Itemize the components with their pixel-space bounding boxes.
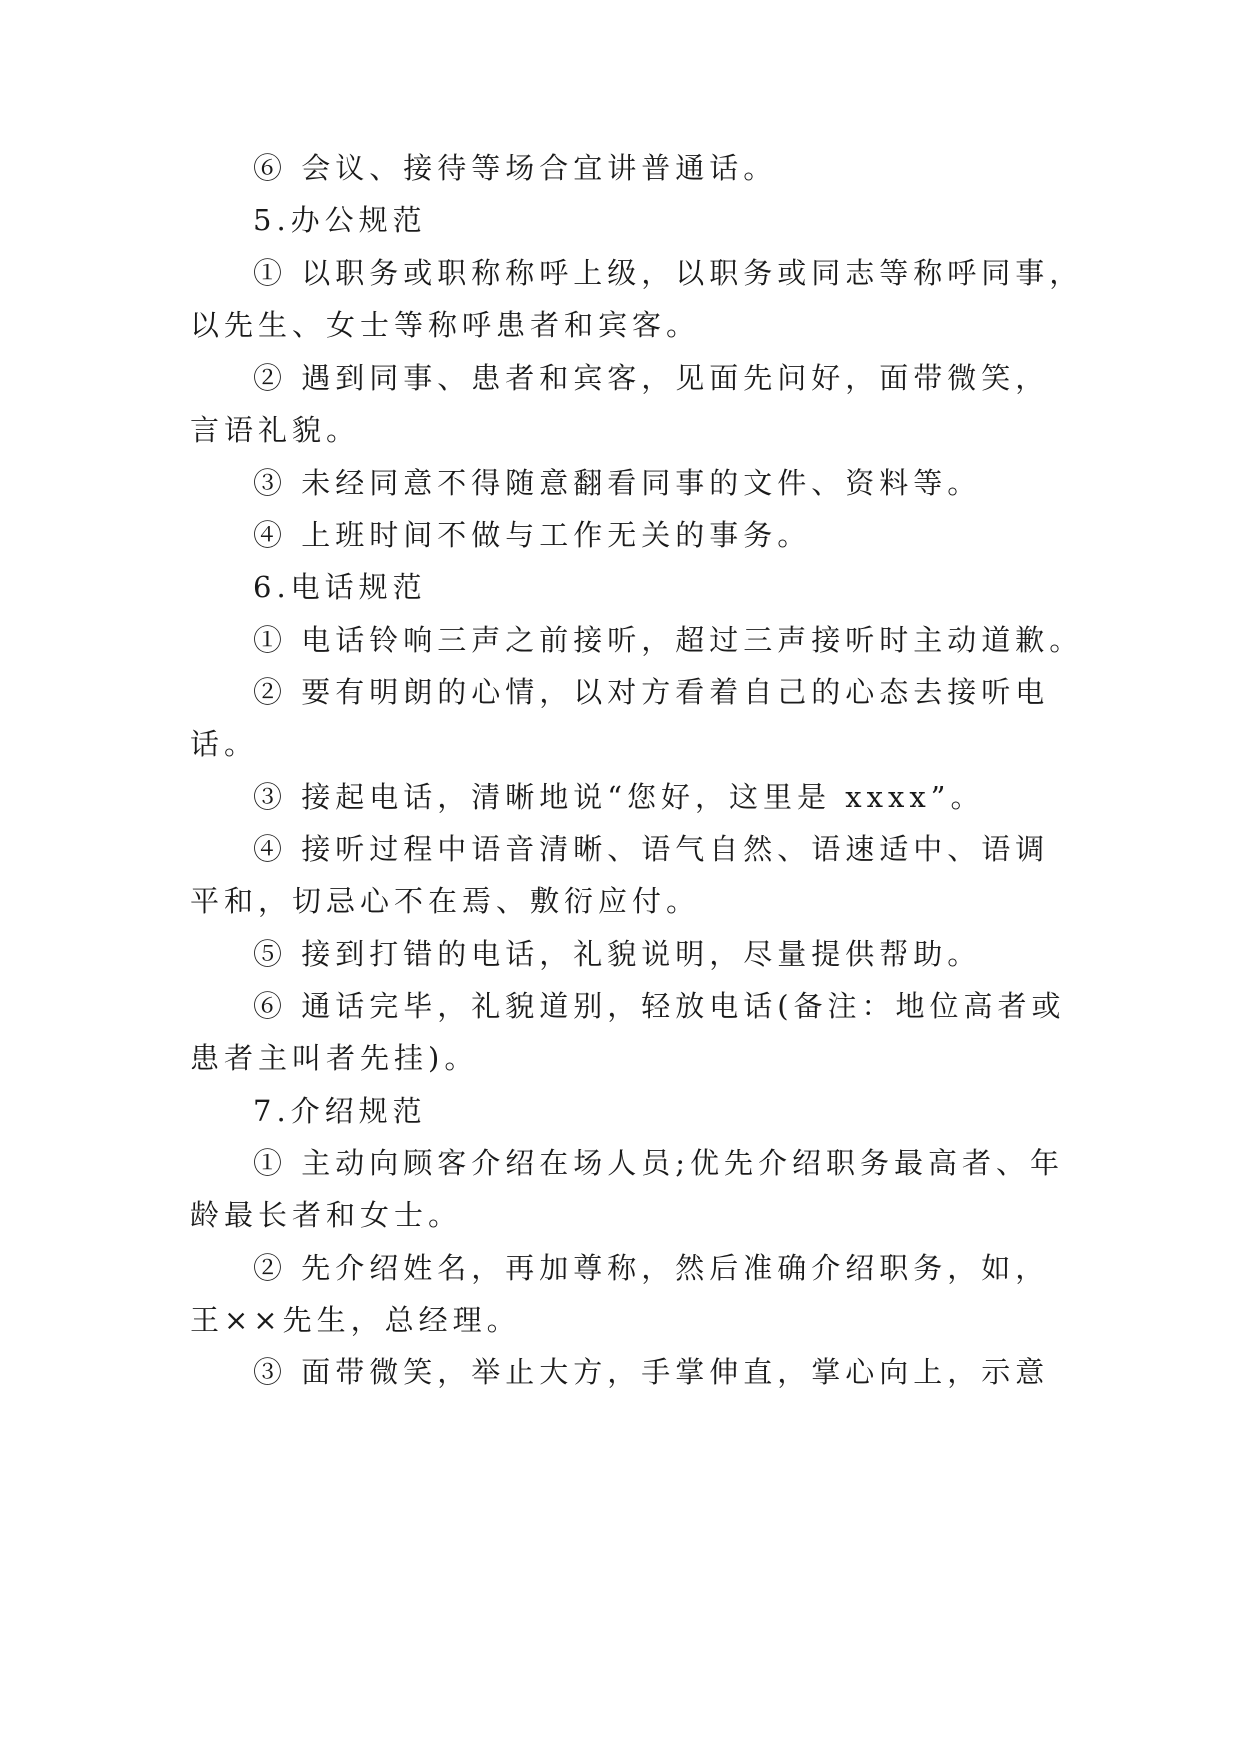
item-pickup-greeting: ③ 接起电话，清晰地说“您好，这里是 xxxx”。 xyxy=(253,780,985,814)
item-addressing-line-2: 以先生、女士等称呼患者和宾客。 xyxy=(190,308,701,342)
item-greeting-line-1: ② 遇到同事、患者和宾客，见面先问好，面带微笑， xyxy=(253,361,1050,395)
item-voice-line-1: ④ 接听过程中语音清晰、语气自然、语速适中、语调 xyxy=(253,832,1050,866)
item-addressing-line-1: ① 以职务或职称称呼上级，以职务或同志等称呼同事， xyxy=(253,256,1084,290)
section-heading-introduction: 7.介绍规范 xyxy=(253,1094,427,1128)
item-wrong-number: ⑤ 接到打错的电话，礼貌说明，尽量提供帮助。 xyxy=(253,937,982,971)
item-introduce-name-line-2: 王××先生，总经理。 xyxy=(190,1303,521,1337)
item-greeting-line-2: 言语礼貌。 xyxy=(190,413,361,447)
item-end-call-line-1: ⑥ 通话完毕，礼貌道别，轻放电话(备注：地位高者或 xyxy=(253,989,1066,1023)
item-introduce-order-line-2: 龄最长者和女士。 xyxy=(190,1198,463,1232)
item-answer-ring: ① 电话铃响三声之前接听，超过三声接听时主动道歉。 xyxy=(253,623,1084,657)
item-introduce-order-line-1: ① 主动向顾客介绍在场人员;优先介绍职务最高者、年 xyxy=(253,1146,1064,1180)
item-voice-line-2: 平和，切忌心不在焉、敷衍应付。 xyxy=(190,884,701,918)
section-heading-phone: 6.电话规范 xyxy=(253,570,427,604)
section-heading-office: 5.办公规范 xyxy=(253,203,427,237)
item-mood-line-2: 话。 xyxy=(190,727,259,761)
item-end-call-line-2: 患者主叫者先挂)。 xyxy=(190,1041,479,1075)
item-mood-line-1: ② 要有明朗的心情，以对方看着自己的心态去接听电 xyxy=(253,675,1050,709)
item-introduce-name-line-1: ② 先介绍姓名，再加尊称，然后准确介绍职务，如， xyxy=(253,1251,1050,1285)
item-documents-privacy: ③ 未经同意不得随意翻看同事的文件、资料等。 xyxy=(253,466,982,500)
item-gesture: ③ 面带微笑，举止大方，手掌伸直，掌心向上，示意 xyxy=(253,1355,1050,1389)
item-mandarin-speaking: ⑥ 会议、接待等场合宜讲普通话。 xyxy=(253,151,778,185)
item-work-hours: ④ 上班时间不做与工作无关的事务。 xyxy=(253,518,812,552)
